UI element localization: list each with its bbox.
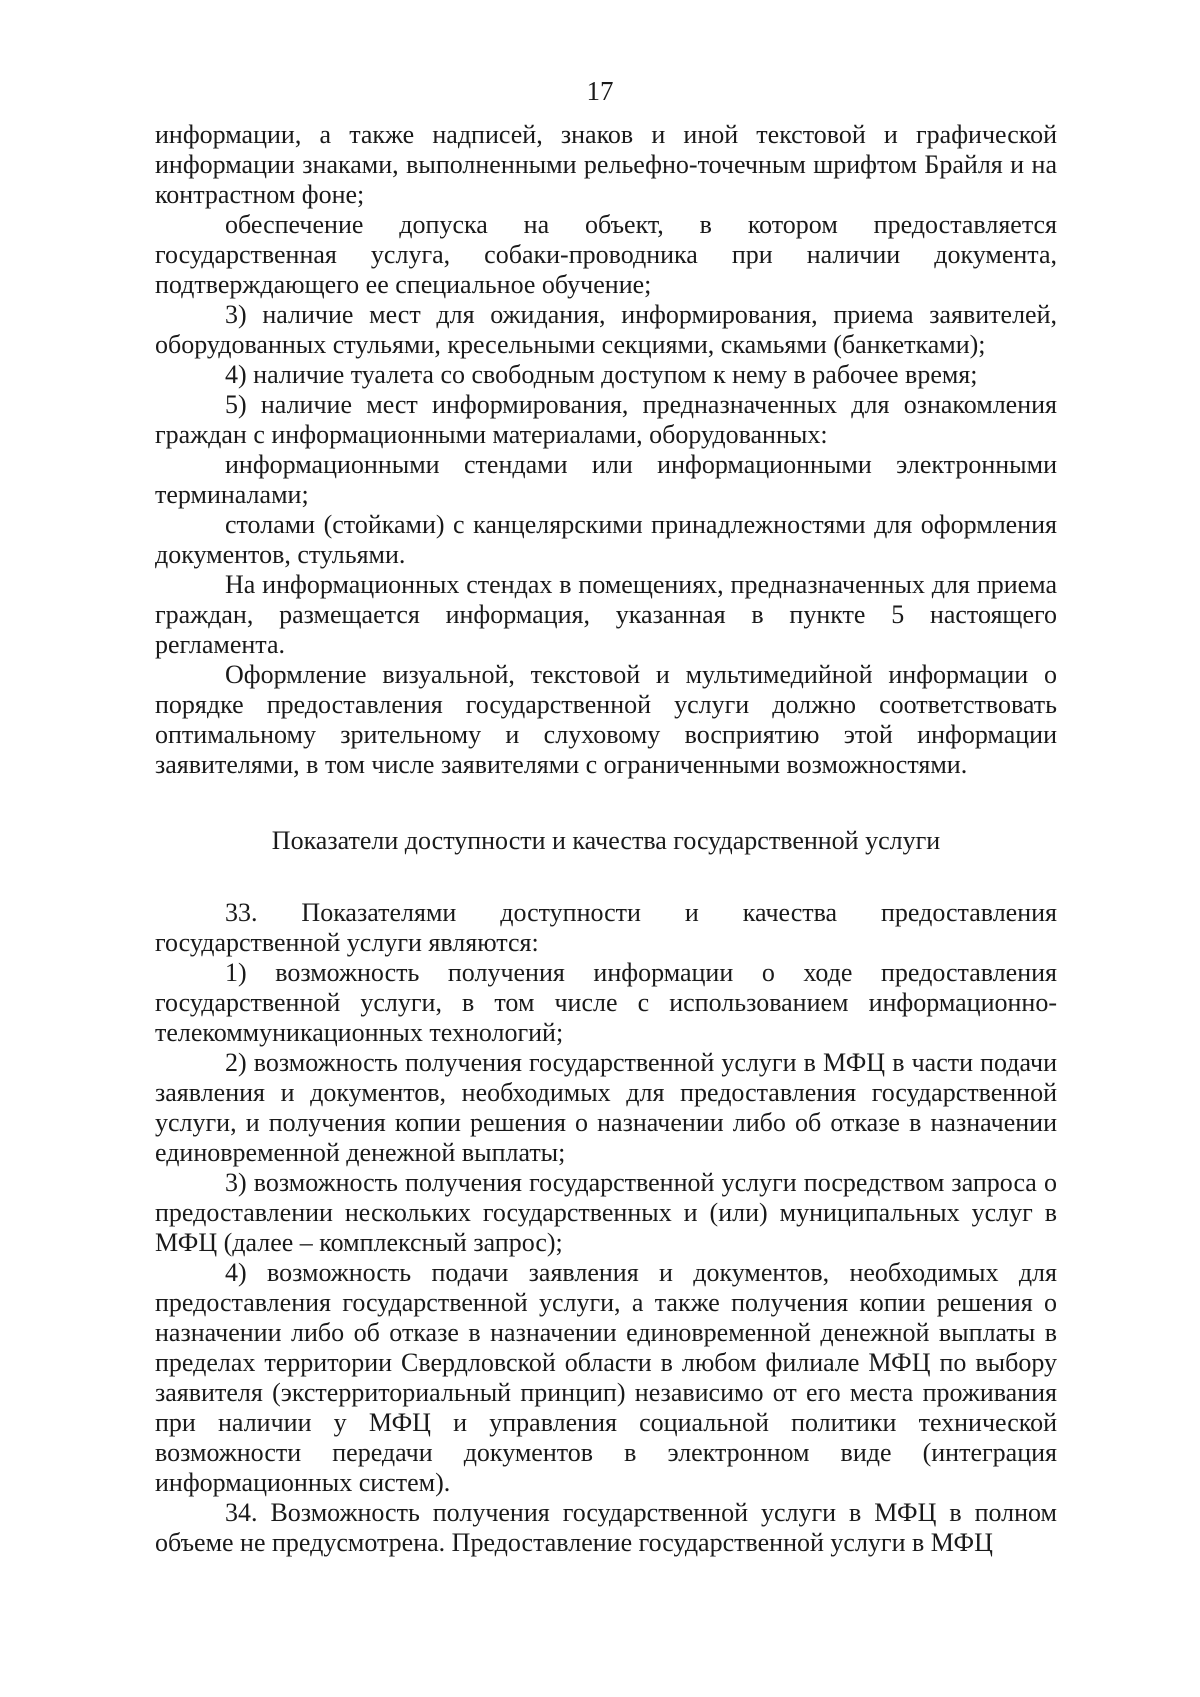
section-heading: Показатели доступности и качества государственной услуги [271, 826, 941, 855]
list-item-1: 1) возможность получения информации о ходе предоставления государственной услуги, в том числе с использованием информационно-телекоммуникационных технологий; [155, 958, 1057, 1047]
list-item-3: 3) возможность получения государственной услуги посредством запроса о предоставлении нескольких государственных и (или) муниципальных услуг в МФЦ (далее – комплексный запрос); [155, 1168, 1057, 1257]
list-item-4: 4) наличие туалета со свободным доступом к нему в рабочее время; [225, 360, 978, 389]
list-item-4: 4) возможность подачи заявления и документов, необходимых для предоставления государственной услуги, а также получения копии решения о назначении либо об отказе в назначении единовременной денежной выплаты в пределах территории Свердловской области в любом филиале МФЦ по выбору заявителя (экстерриториальный принцип) независимо от его места проживания при наличии у МФЦ и управления социальной политики технической возможности передачи документов в электронном виде (интеграция информационных систем). [155, 1258, 1057, 1497]
clause-33: 33. Показателями доступности и качества предоставления государственной услуги являются: [155, 898, 1057, 957]
document-body [155, 120, 1057, 1558]
sub-item: информационными стендами или информационными электронными терминалами; [155, 450, 1057, 509]
paragraph: обеспечение допуска на объект, в котором предоставляется государственная услуга, собаки-проводника при наличии документа, подтверждающего ее специальное обучение; [155, 210, 1057, 299]
paragraph-continued: информации, а также надписей, знаков и иной текстовой и графической информации знаками, выполненными рельефно-точечным шрифтом Брайля и на контрастном фоне; [155, 120, 1057, 209]
list-item-5: 5) наличие мест информирования, предназначенных для ознакомления граждан с информационными материалами, оборудованных: [155, 390, 1057, 449]
paragraph: Оформление визуальной, текстовой и мультимедийной информации о порядке предоставления государственной услуги должно соответствовать оптимальному зрительному и слуховому восприятию этой информации заявителями, в том числе заявителями с ограниченными возможностями. [155, 660, 1057, 779]
page-number: 17 [586, 76, 614, 106]
list-item-2: 2) возможность получения государственной услуги в МФЦ в части подачи заявления и документов, необходимых для предоставления государственной услуги, и получения копии решения о назначении либо об отказе в назначении единовременной денежной выплаты; [155, 1048, 1057, 1167]
list-item-3: 3) наличие мест для ожидания, информирования, приема заявителей, оборудованных стульями, кресельными секциями, скамьями (банкетками); [155, 300, 1057, 359]
sub-item: столами (стойками) с канцелярскими принадлежностями для оформления документов, стульями. [155, 510, 1057, 569]
clause-34: 34. Возможность получения государственной услуги в МФЦ в полном объеме не предусмотрена. Предоставление государственной услуги в МФЦ [155, 1498, 1057, 1557]
paragraph: На информационных стендах в помещениях, предназначенных для приема граждан, размещается информация, указанная в пункте 5 настоящего регламента. [155, 570, 1057, 659]
